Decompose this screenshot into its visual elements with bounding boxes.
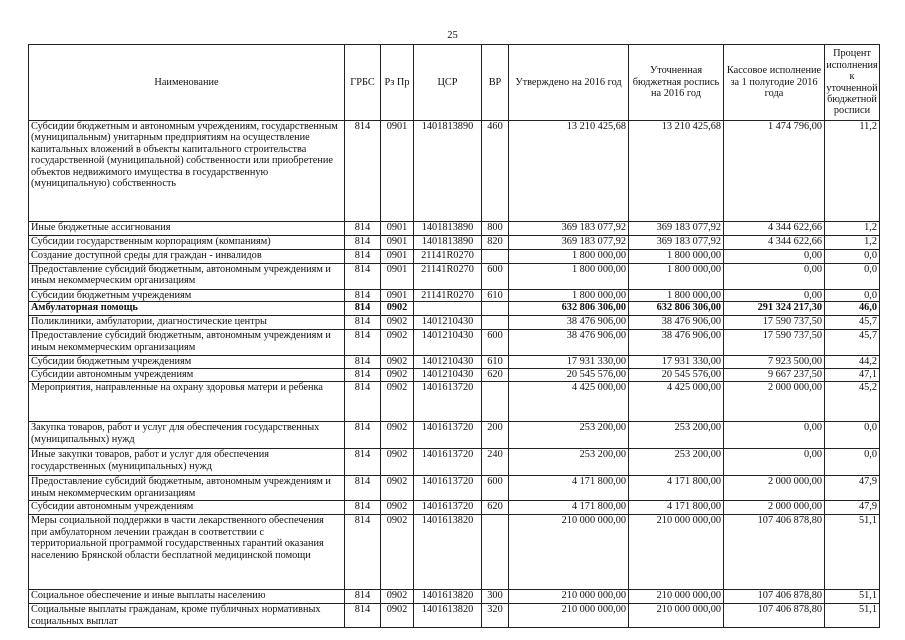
table-row xyxy=(29,302,880,316)
cell-vr: 300 xyxy=(482,590,509,604)
table-row xyxy=(29,316,880,330)
cell-name: Субсидии бюджетным учреждениям xyxy=(29,356,345,369)
cell-vr xyxy=(482,382,509,422)
cell-name: Предоставление субсидий бюджетным, автономным учреждениям и иным некоммерческим организациям xyxy=(29,264,345,290)
cell-cash: 17 590 737,50 xyxy=(724,330,825,356)
cell-name: Закупка товаров, работ и услуг для обеспечения государственных (муниципальных) нужд xyxy=(29,422,345,449)
header-csr: ЦСР xyxy=(414,45,482,121)
cell-rzpr: 0902 xyxy=(381,302,414,316)
cell-csr: 1401613720 xyxy=(414,422,482,449)
cell-vr: 600 xyxy=(482,264,509,290)
cell-refined: 210 000 000,00 xyxy=(629,590,724,604)
table-row xyxy=(29,290,880,302)
cell-rzpr: 0901 xyxy=(381,290,414,302)
table-row xyxy=(29,369,880,382)
cell-cash: 4 344 622,66 xyxy=(724,236,825,250)
cell-rzpr: 0902 xyxy=(381,356,414,369)
cell-rzpr: 0902 xyxy=(381,476,414,501)
cell-vr: 620 xyxy=(482,501,509,515)
cell-vr: 820 xyxy=(482,236,509,250)
cell-csr: 21141R0270 xyxy=(414,250,482,264)
cell-vr: 320 xyxy=(482,604,509,628)
cell-percent: 46,0 xyxy=(825,302,880,316)
cell-percent: 51,1 xyxy=(825,604,880,628)
cell-cash: 0,00 xyxy=(724,449,825,476)
cell-percent: 0,0 xyxy=(825,422,880,449)
cell-name: Субсидии бюджетным и автономным учреждениям, государственным (муниципальным) унитарным предприятиям на осуществление капитальных вложений в объекты капитального строительства государственной (муниципальной) собственности или приобретение объектов недвижимого имущества в государственную (муниципальную) собственность xyxy=(29,121,345,222)
cell-refined: 13 210 425,68 xyxy=(629,121,724,222)
cell-approved: 13 210 425,68 xyxy=(509,121,629,222)
cell-percent: 45,7 xyxy=(825,316,880,330)
cell-rzpr: 0901 xyxy=(381,236,414,250)
cell-percent: 51,1 xyxy=(825,515,880,590)
cell-rzpr: 0902 xyxy=(381,316,414,330)
cell-grbs: 814 xyxy=(345,501,381,515)
cell-approved: 1 800 000,00 xyxy=(509,250,629,264)
cell-percent: 44,2 xyxy=(825,356,880,369)
cell-rzpr: 0901 xyxy=(381,222,414,236)
table-row xyxy=(29,121,880,222)
cell-rzpr: 0901 xyxy=(381,121,414,222)
cell-csr: 21141R0270 xyxy=(414,264,482,290)
cell-grbs: 814 xyxy=(345,222,381,236)
cell-rzpr: 0902 xyxy=(381,422,414,449)
cell-csr: 1401613820 xyxy=(414,515,482,590)
table-row xyxy=(29,356,880,369)
cell-refined: 1 800 000,00 xyxy=(629,290,724,302)
cell-refined: 20 545 576,00 xyxy=(629,369,724,382)
header-vr: ВР xyxy=(482,45,509,121)
cell-vr xyxy=(482,515,509,590)
cell-name: Амбулаторная помощь xyxy=(29,302,345,316)
cell-cash: 17 590 737,50 xyxy=(724,316,825,330)
cell-csr: 1401210430 xyxy=(414,316,482,330)
cell-percent: 11,2 xyxy=(825,121,880,222)
cell-cash: 0,00 xyxy=(724,250,825,264)
cell-approved: 369 183 077,92 xyxy=(509,222,629,236)
cell-cash: 291 324 217,30 xyxy=(724,302,825,316)
table-row xyxy=(29,515,880,590)
cell-approved: 1 800 000,00 xyxy=(509,264,629,290)
cell-refined: 38 476 906,00 xyxy=(629,316,724,330)
cell-csr: 1401613720 xyxy=(414,476,482,501)
cell-cash: 107 406 878,80 xyxy=(724,604,825,628)
cell-grbs: 814 xyxy=(345,369,381,382)
cell-csr: 1401210430 xyxy=(414,369,482,382)
cell-approved: 38 476 906,00 xyxy=(509,316,629,330)
cell-rzpr: 0902 xyxy=(381,330,414,356)
cell-grbs: 814 xyxy=(345,449,381,476)
cell-percent: 47,9 xyxy=(825,476,880,501)
cell-vr: 600 xyxy=(482,330,509,356)
cell-grbs: 814 xyxy=(345,236,381,250)
cell-name: Социальное обеспечение и иные выплаты населению xyxy=(29,590,345,604)
cell-vr: 240 xyxy=(482,449,509,476)
cell-name: Субсидии автономным учреждениям xyxy=(29,369,345,382)
cell-refined: 38 476 906,00 xyxy=(629,330,724,356)
cell-csr: 21141R0270 xyxy=(414,290,482,302)
cell-vr: 800 xyxy=(482,222,509,236)
cell-vr xyxy=(482,250,509,264)
cell-percent: 47,1 xyxy=(825,369,880,382)
cell-approved: 20 545 576,00 xyxy=(509,369,629,382)
cell-cash: 0,00 xyxy=(724,422,825,449)
cell-rzpr: 0902 xyxy=(381,515,414,590)
cell-csr: 1401210430 xyxy=(414,356,482,369)
cell-percent: 0,0 xyxy=(825,250,880,264)
cell-approved: 38 476 906,00 xyxy=(509,330,629,356)
cell-approved: 4 171 800,00 xyxy=(509,476,629,501)
table-header-row xyxy=(29,45,880,121)
cell-refined: 4 171 800,00 xyxy=(629,501,724,515)
cell-approved: 210 000 000,00 xyxy=(509,515,629,590)
cell-approved: 253 200,00 xyxy=(509,422,629,449)
cell-vr: 620 xyxy=(482,369,509,382)
cell-approved: 1 800 000,00 xyxy=(509,290,629,302)
cell-refined: 17 931 330,00 xyxy=(629,356,724,369)
table-row xyxy=(29,236,880,250)
table-row xyxy=(29,250,880,264)
cell-grbs: 814 xyxy=(345,604,381,628)
cell-name: Предоставление субсидий бюджетным, автономным учреждениям и иным некоммерческим организациям xyxy=(29,330,345,356)
cell-vr xyxy=(482,316,509,330)
cell-vr: 610 xyxy=(482,356,509,369)
cell-refined: 4 171 800,00 xyxy=(629,476,724,501)
cell-percent: 47,9 xyxy=(825,501,880,515)
cell-approved: 4 425 000,00 xyxy=(509,382,629,422)
cell-grbs: 814 xyxy=(345,121,381,222)
cell-name: Создание доступной среды для граждан - инвалидов xyxy=(29,250,345,264)
cell-cash: 2 000 000,00 xyxy=(724,382,825,422)
cell-refined: 369 183 077,92 xyxy=(629,236,724,250)
cell-grbs: 814 xyxy=(345,290,381,302)
table-row xyxy=(29,264,880,290)
cell-rzpr: 0901 xyxy=(381,250,414,264)
cell-rzpr: 0902 xyxy=(381,501,414,515)
cell-name: Субсидии автономным учреждениям xyxy=(29,501,345,515)
cell-grbs: 814 xyxy=(345,476,381,501)
page-number: 25 xyxy=(447,30,458,41)
cell-approved: 210 000 000,00 xyxy=(509,590,629,604)
cell-cash: 2 000 000,00 xyxy=(724,476,825,501)
cell-approved: 369 183 077,92 xyxy=(509,236,629,250)
cell-rzpr: 0902 xyxy=(381,369,414,382)
cell-refined: 253 200,00 xyxy=(629,422,724,449)
cell-name: Иные закупки товаров, работ и услуг для обеспечения государственных (муниципальных) нужд xyxy=(29,449,345,476)
cell-grbs: 814 xyxy=(345,316,381,330)
cell-name: Мероприятия, направленные на охрану здоровья матери и ребенка xyxy=(29,382,345,422)
cell-name: Социальные выплаты гражданам, кроме публичных нормативных социальных выплат xyxy=(29,604,345,628)
cell-rzpr: 0902 xyxy=(381,604,414,628)
table-row xyxy=(29,501,880,515)
cell-csr xyxy=(414,302,482,316)
cell-name: Субсидии бюджетным учреждениям xyxy=(29,290,345,302)
cell-vr: 610 xyxy=(482,290,509,302)
cell-rzpr: 0902 xyxy=(381,449,414,476)
cell-name: Меры социальной поддержки в части лекарственного обеспечения при амбулаторном лечении граждан в соответствии с территориальной программой государственных гарантий оказания населению Брянской области бесплатной медицинской помощи xyxy=(29,515,345,590)
table-row xyxy=(29,590,880,604)
cell-csr: 1401613820 xyxy=(414,604,482,628)
cell-approved: 253 200,00 xyxy=(509,449,629,476)
table-row xyxy=(29,222,880,236)
cell-csr: 1401813890 xyxy=(414,222,482,236)
cell-cash: 107 406 878,80 xyxy=(724,515,825,590)
cell-name: Поликлиники, амбулатории, диагностические центры xyxy=(29,316,345,330)
cell-cash: 0,00 xyxy=(724,290,825,302)
table-row xyxy=(29,604,880,628)
cell-percent: 0,0 xyxy=(825,264,880,290)
table-row xyxy=(29,449,880,476)
cell-refined: 1 800 000,00 xyxy=(629,250,724,264)
cell-cash: 2 000 000,00 xyxy=(724,501,825,515)
table-row xyxy=(29,330,880,356)
cell-csr: 1401613720 xyxy=(414,501,482,515)
header-refined: Уточненная бюджетная роспись на 2016 год xyxy=(629,45,724,121)
cell-percent: 0,0 xyxy=(825,449,880,476)
cell-name: Субсидии государственным корпорациям (компаниям) xyxy=(29,236,345,250)
cell-refined: 210 000 000,00 xyxy=(629,604,724,628)
cell-grbs: 814 xyxy=(345,250,381,264)
cell-grbs: 814 xyxy=(345,515,381,590)
cell-cash: 9 667 237,50 xyxy=(724,369,825,382)
cell-refined: 4 425 000,00 xyxy=(629,382,724,422)
cell-vr xyxy=(482,302,509,316)
header-rzpr: Рз Пр xyxy=(381,45,414,121)
cell-vr: 200 xyxy=(482,422,509,449)
cell-csr: 1401210430 xyxy=(414,330,482,356)
cell-refined: 1 800 000,00 xyxy=(629,264,724,290)
cell-rzpr: 0901 xyxy=(381,264,414,290)
cell-grbs: 814 xyxy=(345,590,381,604)
cell-percent: 1,2 xyxy=(825,236,880,250)
cell-refined: 369 183 077,92 xyxy=(629,222,724,236)
cell-cash: 7 923 500,00 xyxy=(724,356,825,369)
cell-refined: 210 000 000,00 xyxy=(629,515,724,590)
table-row xyxy=(29,382,880,422)
cell-cash: 107 406 878,80 xyxy=(724,590,825,604)
cell-grbs: 814 xyxy=(345,422,381,449)
cell-grbs: 814 xyxy=(345,382,381,422)
cell-cash: 4 344 622,66 xyxy=(724,222,825,236)
cell-csr: 1401613820 xyxy=(414,590,482,604)
cell-vr: 600 xyxy=(482,476,509,501)
cell-name: Предоставление субсидий бюджетным, автономным учреждениям и иным некоммерческим организациям xyxy=(29,476,345,501)
cell-refined: 253 200,00 xyxy=(629,449,724,476)
header-cash: Кассовое исполнение за 1 полугодие 2016 года xyxy=(724,45,825,121)
cell-approved: 4 171 800,00 xyxy=(509,501,629,515)
table-row xyxy=(29,476,880,501)
cell-approved: 210 000 000,00 xyxy=(509,604,629,628)
budget-table xyxy=(28,44,880,628)
cell-name: Иные бюджетные ассигнования xyxy=(29,222,345,236)
cell-percent: 45,7 xyxy=(825,330,880,356)
header-approved: Утверждено на 2016 год xyxy=(509,45,629,121)
cell-percent: 51,1 xyxy=(825,590,880,604)
cell-rzpr: 0902 xyxy=(381,590,414,604)
cell-cash: 1 474 796,00 xyxy=(724,121,825,222)
cell-vr: 460 xyxy=(482,121,509,222)
cell-grbs: 814 xyxy=(345,302,381,316)
cell-grbs: 814 xyxy=(345,264,381,290)
cell-refined: 632 806 306,00 xyxy=(629,302,724,316)
cell-grbs: 814 xyxy=(345,356,381,369)
cell-approved: 632 806 306,00 xyxy=(509,302,629,316)
header-percent: Процент исполнения к уточненной бюджетной росписи xyxy=(825,45,880,121)
cell-csr: 1401613720 xyxy=(414,382,482,422)
cell-approved: 17 931 330,00 xyxy=(509,356,629,369)
cell-csr: 1401813890 xyxy=(414,121,482,222)
cell-rzpr: 0902 xyxy=(381,382,414,422)
cell-csr: 1401813890 xyxy=(414,236,482,250)
cell-percent: 0,0 xyxy=(825,290,880,302)
table-row xyxy=(29,422,880,449)
header-grbs: ГРБС xyxy=(345,45,381,121)
cell-percent: 45,2 xyxy=(825,382,880,422)
cell-cash: 0,00 xyxy=(724,264,825,290)
cell-csr: 1401613720 xyxy=(414,449,482,476)
header-name: Наименование xyxy=(29,45,345,121)
cell-percent: 1,2 xyxy=(825,222,880,236)
cell-grbs: 814 xyxy=(345,330,381,356)
